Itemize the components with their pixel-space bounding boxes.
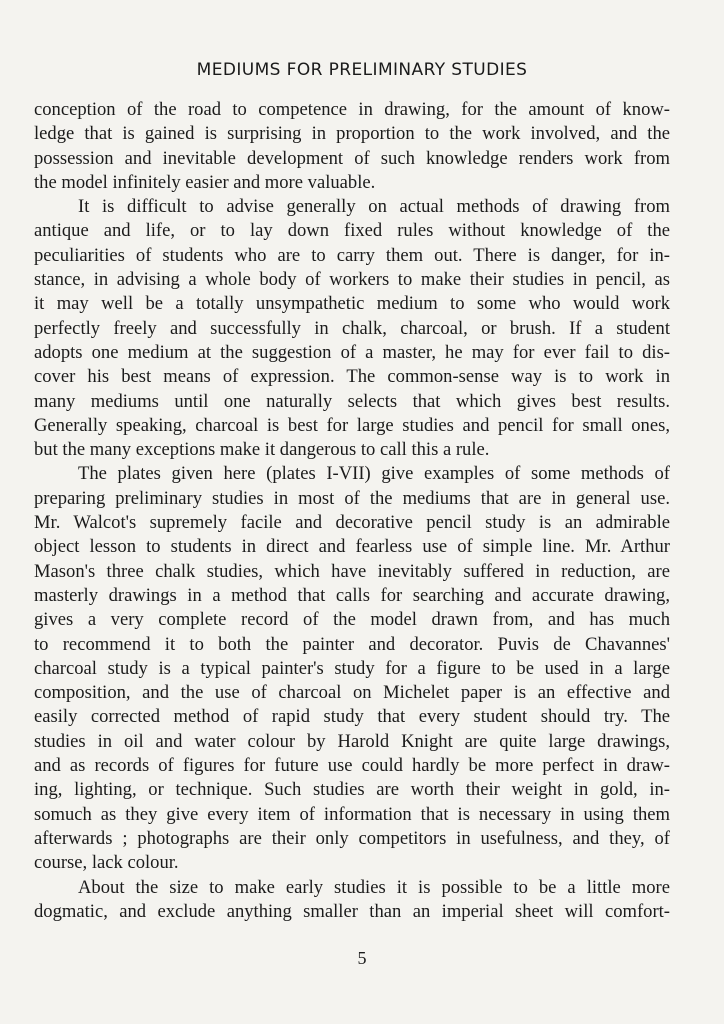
text-line: charcoal study is a typical painter's study for a figure to be used in a large xyxy=(34,657,670,679)
text-line: The plates given here (plates I-VII) give examples of some methods of xyxy=(78,463,670,485)
text-line: conception of the road to competence in drawing, for the amount of know- xyxy=(34,99,670,120)
text-line: adopts one medium at the suggestion of a master, he may for ever fail to dis- xyxy=(34,341,670,363)
text-line: many mediums until one naturally selects that which gives best results. xyxy=(34,390,670,412)
text-line: Mason's three chalk studies, which have inevitably suffered in reduction, are xyxy=(34,560,670,582)
body-text xyxy=(34,98,670,924)
text-line: and as records of figures for future use could hardly be more perfect in draw- xyxy=(34,755,670,777)
text-line: gives a very complete record of the model drawn from, and has much xyxy=(34,609,670,631)
text-line: masterly drawings in a method that calls for searching and accurate drawing, xyxy=(34,584,670,606)
text-line: composition, and the use of charcoal on Michelet paper is an effective and xyxy=(34,682,670,704)
text-line: peculiarities of students who are to carry them out. There is danger, for in- xyxy=(34,244,670,266)
text-line: afterwards ; photographs are their only competitors in usefulness, and they, of xyxy=(34,827,670,849)
text-line: easily corrected method of rapid study that every student should try. The xyxy=(34,706,670,728)
text-line: studies in oil and water colour by Harold Knight are quite large drawings, xyxy=(34,730,670,752)
running-header: MEDIUMS FOR PRELIMINARY STUDIES xyxy=(196,60,528,80)
text-line: antique and life, or to lay down fixed rules without knowledge of the xyxy=(34,220,670,242)
text-line: dogmatic, and exclude anything smaller than an imperial sheet will comfort- xyxy=(34,900,670,922)
text-line: ledge that is gained is surprising in proportion to the work involved, and the xyxy=(34,123,670,145)
text-line: the model infinitely easier and more valuable. xyxy=(34,171,376,193)
text-line: somuch as they give every item of information that is necessary in using them xyxy=(34,803,670,825)
text-line: preparing preliminary studies in most of the mediums that are in general use. xyxy=(34,487,670,509)
text-line: course, lack colour. xyxy=(34,852,179,874)
text-line: It is difficult to advise generally on actual methods of drawing from xyxy=(78,196,670,218)
text-line: cover his best means of expression. The common-sense way is to work in xyxy=(34,366,670,388)
text-line: ing, lighting, or technique. Such studies are worth their weight in gold, in- xyxy=(34,779,670,801)
text-line: stance, in advising a whole body of workers to make their studies in pencil, as xyxy=(34,269,670,291)
page-number: 5 xyxy=(357,948,367,968)
text-line: to recommend it to both the painter and decorator. Puvis de Chavannes' xyxy=(34,633,670,655)
text-line: Mr. Walcot's supremely facile and decorative pencil study is an admirable xyxy=(34,512,670,534)
text-line: but the many exceptions make it dangerous to call this a rule. xyxy=(34,439,490,461)
text-line: About the size to make early studies it is possible to be a little more xyxy=(78,876,670,898)
text-line: possession and inevitable development of such knowledge renders work from xyxy=(34,147,670,169)
text-line: object lesson to students in direct and fearless use of simple line. Mr. Arthur xyxy=(34,536,670,558)
text-line: perfectly freely and successfully in chalk, charcoal, or brush. If a student xyxy=(34,317,670,339)
text-line: Generally speaking, charcoal is best for large studies and pencil for small ones, xyxy=(34,414,670,436)
text-line: it may well be a totally unsympathetic medium to some who would work xyxy=(34,293,670,315)
